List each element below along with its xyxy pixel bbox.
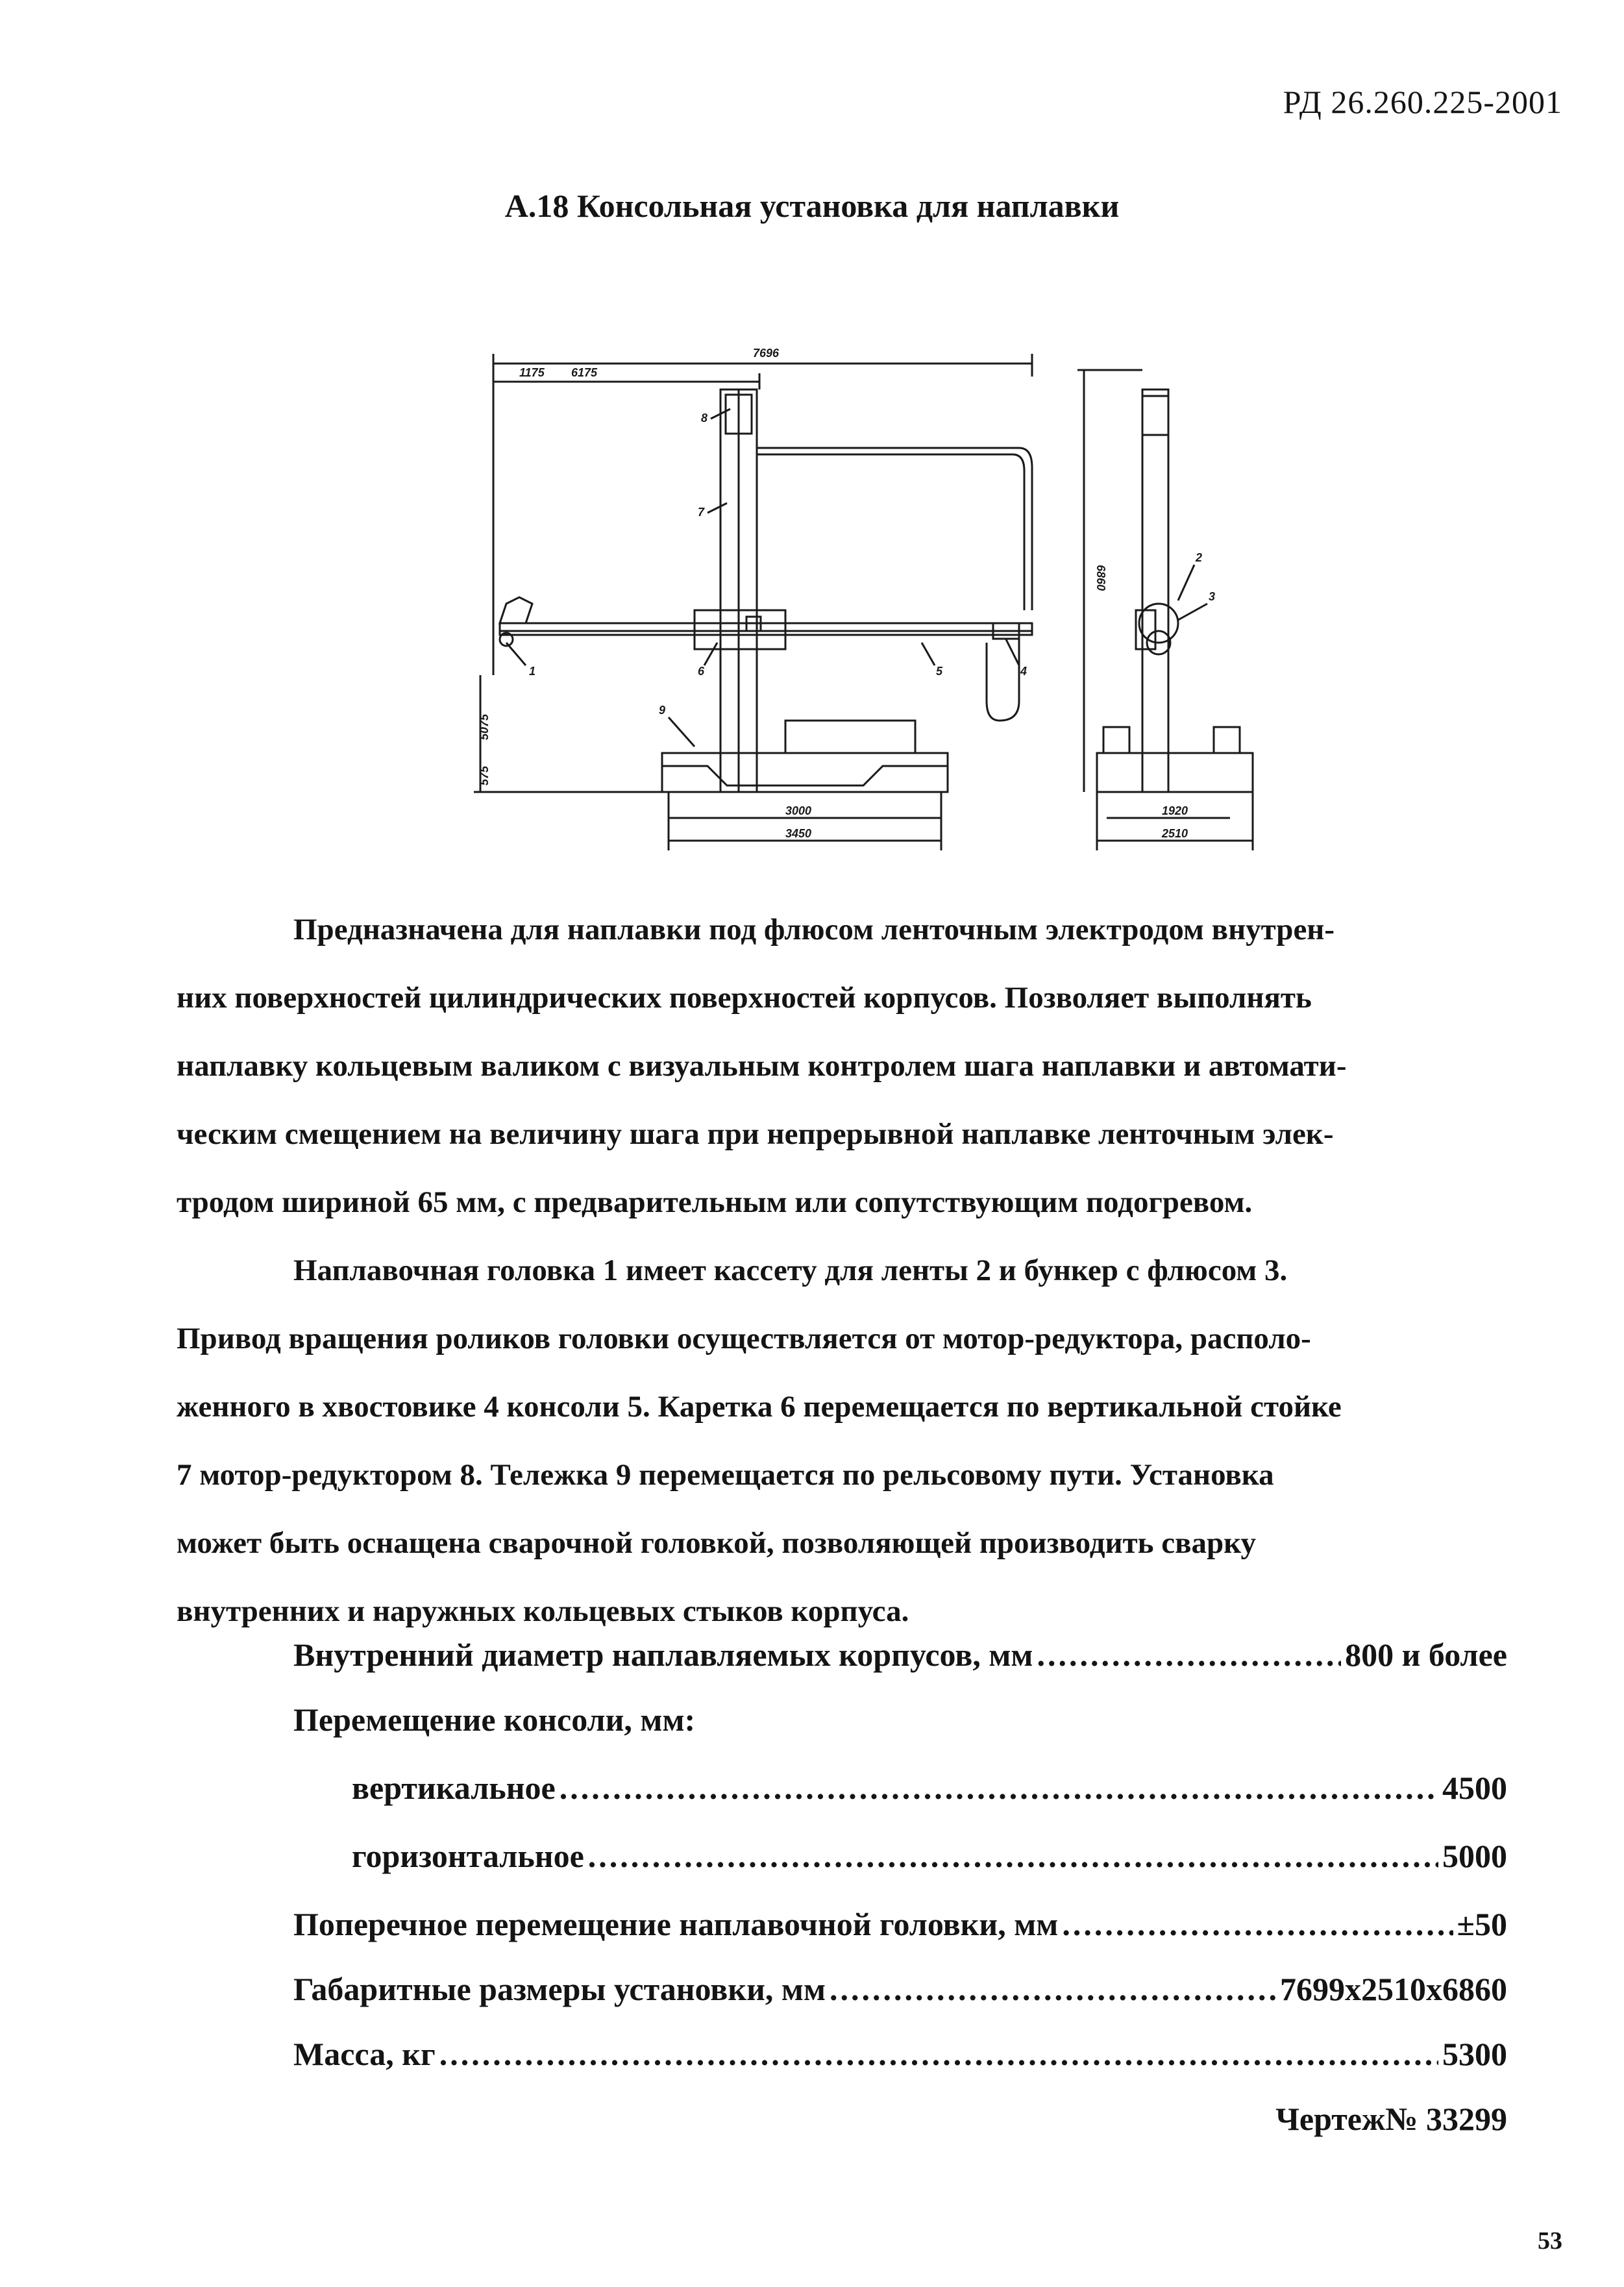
callout-4: 4 — [1020, 665, 1027, 678]
document-code: РД 26.260.225-2001 — [1283, 84, 1562, 120]
spec-dimensions — [293, 1970, 1507, 2008]
callout-1: 1 — [529, 665, 536, 678]
spec-inner-diameter — [293, 1636, 1507, 1674]
paragraph-line: внутренних и наружных кольцевых стыков корпуса. — [177, 1594, 909, 1628]
callout-6: 6 — [698, 665, 705, 678]
dim-track-inner: 3000 — [785, 804, 812, 817]
dim-side-outer: 2510 — [1162, 827, 1188, 840]
page-number: 53 — [1538, 2227, 1562, 2255]
dim-height-low: 575 — [478, 765, 491, 785]
callout-2: 2 — [1196, 551, 1203, 564]
spec-transverse — [293, 1905, 1507, 1943]
spec-label: Поперечное перемещение наплавочной головки, мм — [293, 1906, 1059, 1942]
paragraph-line: наплавку кольцевым валиком с визуальным контролем шага наплавки и автомати- — [177, 1049, 1347, 1083]
paragraph-line: 7 мотор-редуктором 8. Тележка 9 перемещается по рельсовому пути. Установка — [177, 1458, 1274, 1492]
spec-console-move-heading: Перемещение консоли, мм: — [293, 1701, 696, 1738]
spec-value: 5000 — [1442, 1838, 1507, 1874]
spec-label: горизонтальное — [352, 1838, 584, 1874]
dim-overall-width: 7696 — [753, 347, 780, 360]
drawing-number: Чертеж№ 33299 — [1275, 2101, 1507, 2137]
dim-height-total: 6860 — [1094, 565, 1107, 591]
dim-track-outer: 3450 — [785, 827, 812, 840]
spec-value: 7699х2510х6860 — [1280, 1971, 1507, 2007]
dim-side-inner: 1920 — [1162, 804, 1188, 817]
spec-label: Масса, кг — [293, 2036, 436, 2072]
technical-drawing — [474, 338, 1292, 870]
spec-vertical — [352, 1769, 1507, 1807]
spec-mass — [293, 2035, 1507, 2073]
spec-value: 800 и более — [1345, 1637, 1507, 1673]
spec-label: Внутренний диаметр наплавляемых корпусов, мм — [293, 1637, 1033, 1673]
spec-horizontal — [352, 1837, 1507, 1875]
section-title: А.18 Консольная установка для наплавки — [504, 188, 1120, 224]
paragraph-line: может быть оснащена сварочной головкой, позволяющей производить сварку — [177, 1526, 1257, 1560]
spec-label: вертикальное — [352, 1770, 556, 1806]
paragraph-line: тродом шириной 65 мм, с предварительным или сопутствующим подогревом. — [177, 1185, 1253, 1219]
description-paragraph-1 — [177, 896, 1579, 1237]
paragraph-line: ческим смещением на величину шага при непрерывной наплавке ленточным элек- — [177, 1117, 1334, 1151]
dim-offset-left: 1175 — [519, 366, 545, 379]
spec-label: Габаритные размеры установки, мм — [293, 1971, 826, 2007]
callout-3: 3 — [1209, 590, 1216, 603]
paragraph-line: Предназначена для наплавки под флюсом ленточным электродом внутрен- — [293, 913, 1335, 946]
paragraph-line: Привод вращения роликов головки осуществляется от мотор-редуктора, располо- — [177, 1322, 1311, 1355]
paragraph-line: них поверхностей цилиндрических поверхностей корпусов. Позволяет выполнять — [177, 981, 1312, 1015]
callout-5: 5 — [936, 665, 943, 678]
description-paragraph-2 — [177, 1237, 1579, 1646]
callout-8: 8 — [701, 412, 708, 425]
paragraph-line: женного в хвостовике 4 консоли 5. Каретка 6 перемещается по вертикальной стойке — [177, 1390, 1342, 1424]
callout-9: 9 — [659, 704, 666, 717]
dim-offset-mid: 6175 — [571, 366, 598, 379]
dim-height-upper: 5075 — [478, 713, 491, 740]
callout-7: 7 — [698, 506, 705, 519]
paragraph-line: Наплавочная головка 1 имеет кассету для ленты 2 и бункер с флюсом 3. — [293, 1254, 1288, 1287]
spec-value: 4500 — [1442, 1770, 1507, 1806]
spec-value: 5300 — [1442, 2036, 1507, 2072]
spec-value: ±50 — [1457, 1906, 1507, 1942]
